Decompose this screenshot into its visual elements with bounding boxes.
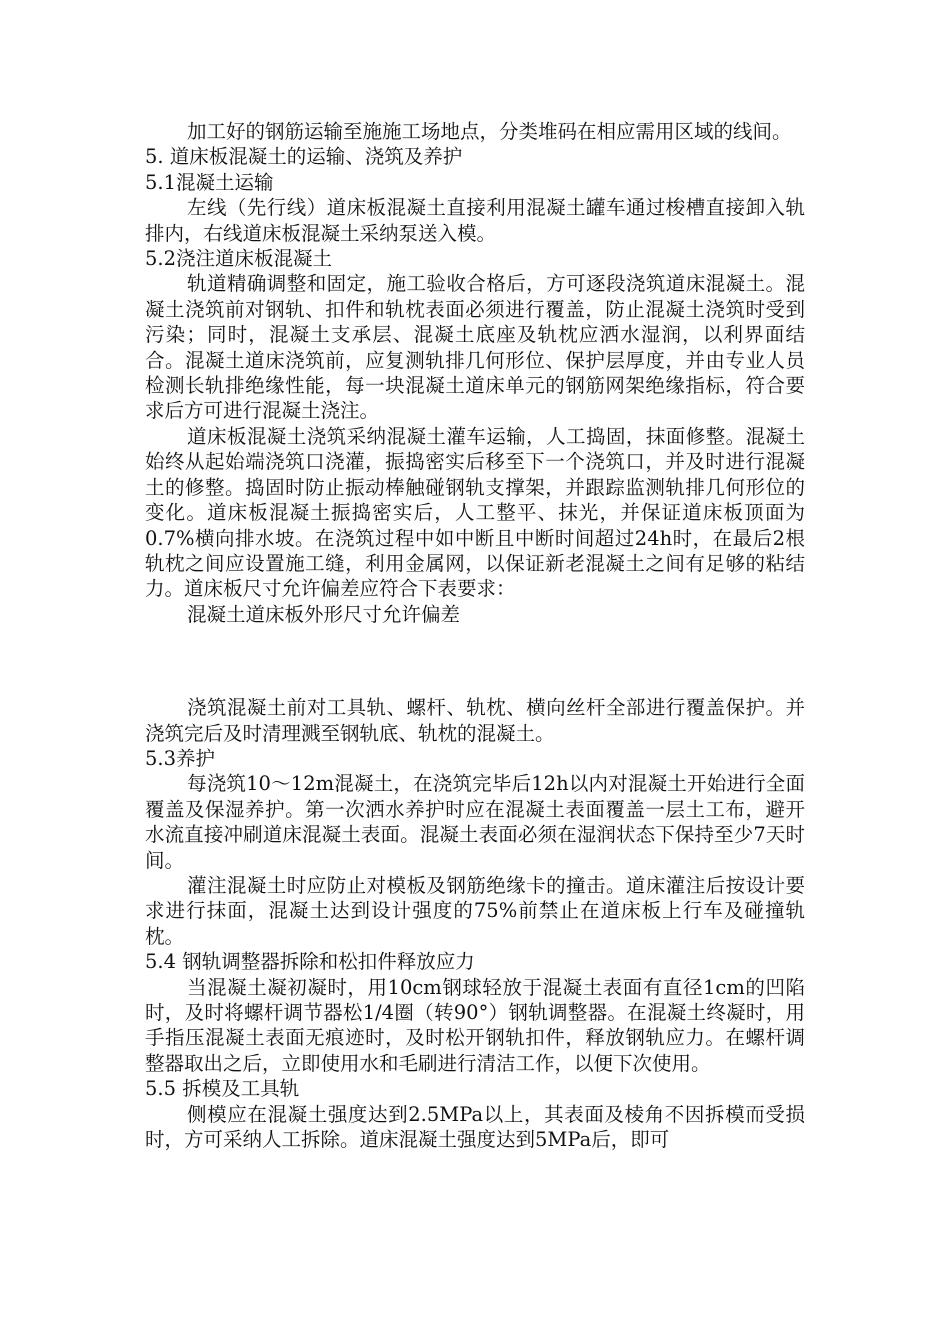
- paragraph-rebar-transport: 加工好的钢筋运输至施施工场地点，分类堆码在相应需用区域的线间。: [187, 120, 792, 143]
- paragraph-formwork-removal: 侧模应在混凝土强度达到2.5MPa以上，其表面及棱角不因拆模而受损时，方可采纳人工拆除。道床混凝土强度达到5MPa后，即可: [145, 1102, 805, 1152]
- heading-5-2: 5.2浇注道床板混凝土: [145, 247, 333, 271]
- paragraph-impact-prevent: 灌注混凝土时应防止对模板及钢筋绝缘卡的撞击。道床灌注后按设计要求进行抹面，混凝土达到设计强度的75%前禁止在道床板上行车及碰撞轨枕。: [145, 873, 805, 948]
- heading-5-3: 5.3养护: [145, 746, 216, 770]
- paragraph-concrete-transport: 左线（先行线）道床板混凝土直接利用混凝土罐车通过梭槽直接卸入轨排内，右线道床板混凝土采纳泵送入模。: [145, 196, 805, 245]
- paragraph-cover-protect: 浇筑混凝土前对工具轨、螺杆、轨枕、横向丝杆全部进行覆盖保护。并浇筑完后及时清理溅至钢轨底、轨枕的混凝土。: [145, 696, 805, 745]
- heading-5-4: 5.4 钢轨调整器拆除和松扣件释放应力: [145, 950, 475, 974]
- document-page: [145, 119, 805, 1152]
- paragraph-release-stress: 当混凝土凝初凝时，用10cm钢球轻放于混凝土表面有直径1cm的凹陷时，及时将螺杆调节器松1/4圈（转90°）钢轨调整器。在混凝土终凝时，用手指压混凝土表面无痕迹时，及时松开钢轨扣件，释放钢轨应力。在螺杆调整器取出之后，立即使用水和毛刷进行清洁工作，以便下次使用。: [145, 975, 805, 1075]
- paragraph-track-adjust: 轨道精确调整和固定，施工验收合格后，方可逐段浇筑道床混凝土。混凝土浇筑前对钢轨、扣件和轨枕表面必须进行覆盖，防止混凝土浇筑时受到污染；同时，混凝土支承层、混凝土底座及轨枕应洒水湿润，以利界面结合。混凝土道床浇筑前，应复测轨排几何形位、保护层厚度，并由专业人员检测长轨排绝缘性能，每一块混凝土道床单元的钢筋网架绝缘指标，符合要求后方可进行混凝土浇注。: [145, 272, 805, 423]
- paragraph-curing: 每浇筑10～12m混凝土，在浇筑完毕后12h以内对混凝土开始进行全面覆盖及保湿养护。第一次洒水养护时应在混凝土表面覆盖一层土工布，避开水流直接冲刷道床混凝土表面。混凝土表面必须在湿润状态下保持至少7天时间。: [145, 772, 805, 872]
- heading-5-5: 5.5 拆模及工具轨: [145, 1077, 300, 1101]
- table-caption: 混凝土道床板外形尺寸允许偏差: [187, 602, 461, 626]
- heading-section-5: 5. 道床板混凝土的运输、浇筑及养护: [145, 145, 463, 169]
- paragraph-pouring-process: 道床板混凝土浇筑采纳混凝土灌车运输，人工捣固，抹面修整。混凝土始终从起始端浇筑口浇灌，振捣密实后移至下一个浇筑口，并及时进行混凝土的修整。捣固时防止振动棒触碰钢轨支撑架，并跟踪监测轨排几何形位的变化。道床板混凝土振捣密实后，人工整平、抹光，并保证道床板顶面为0.7%横向排水坡。在浇筑过程中如中断且中断时间超过24h时，在最后2根轨枕之间应设置施工缝，利用金属网，以保证新老混凝土之间有足够的粘结力。道床板尺寸允许偏差应符合下表要求：: [145, 424, 805, 601]
- heading-5-1: 5.1混凝土运输: [145, 170, 274, 194]
- table-gap: [145, 627, 805, 695]
